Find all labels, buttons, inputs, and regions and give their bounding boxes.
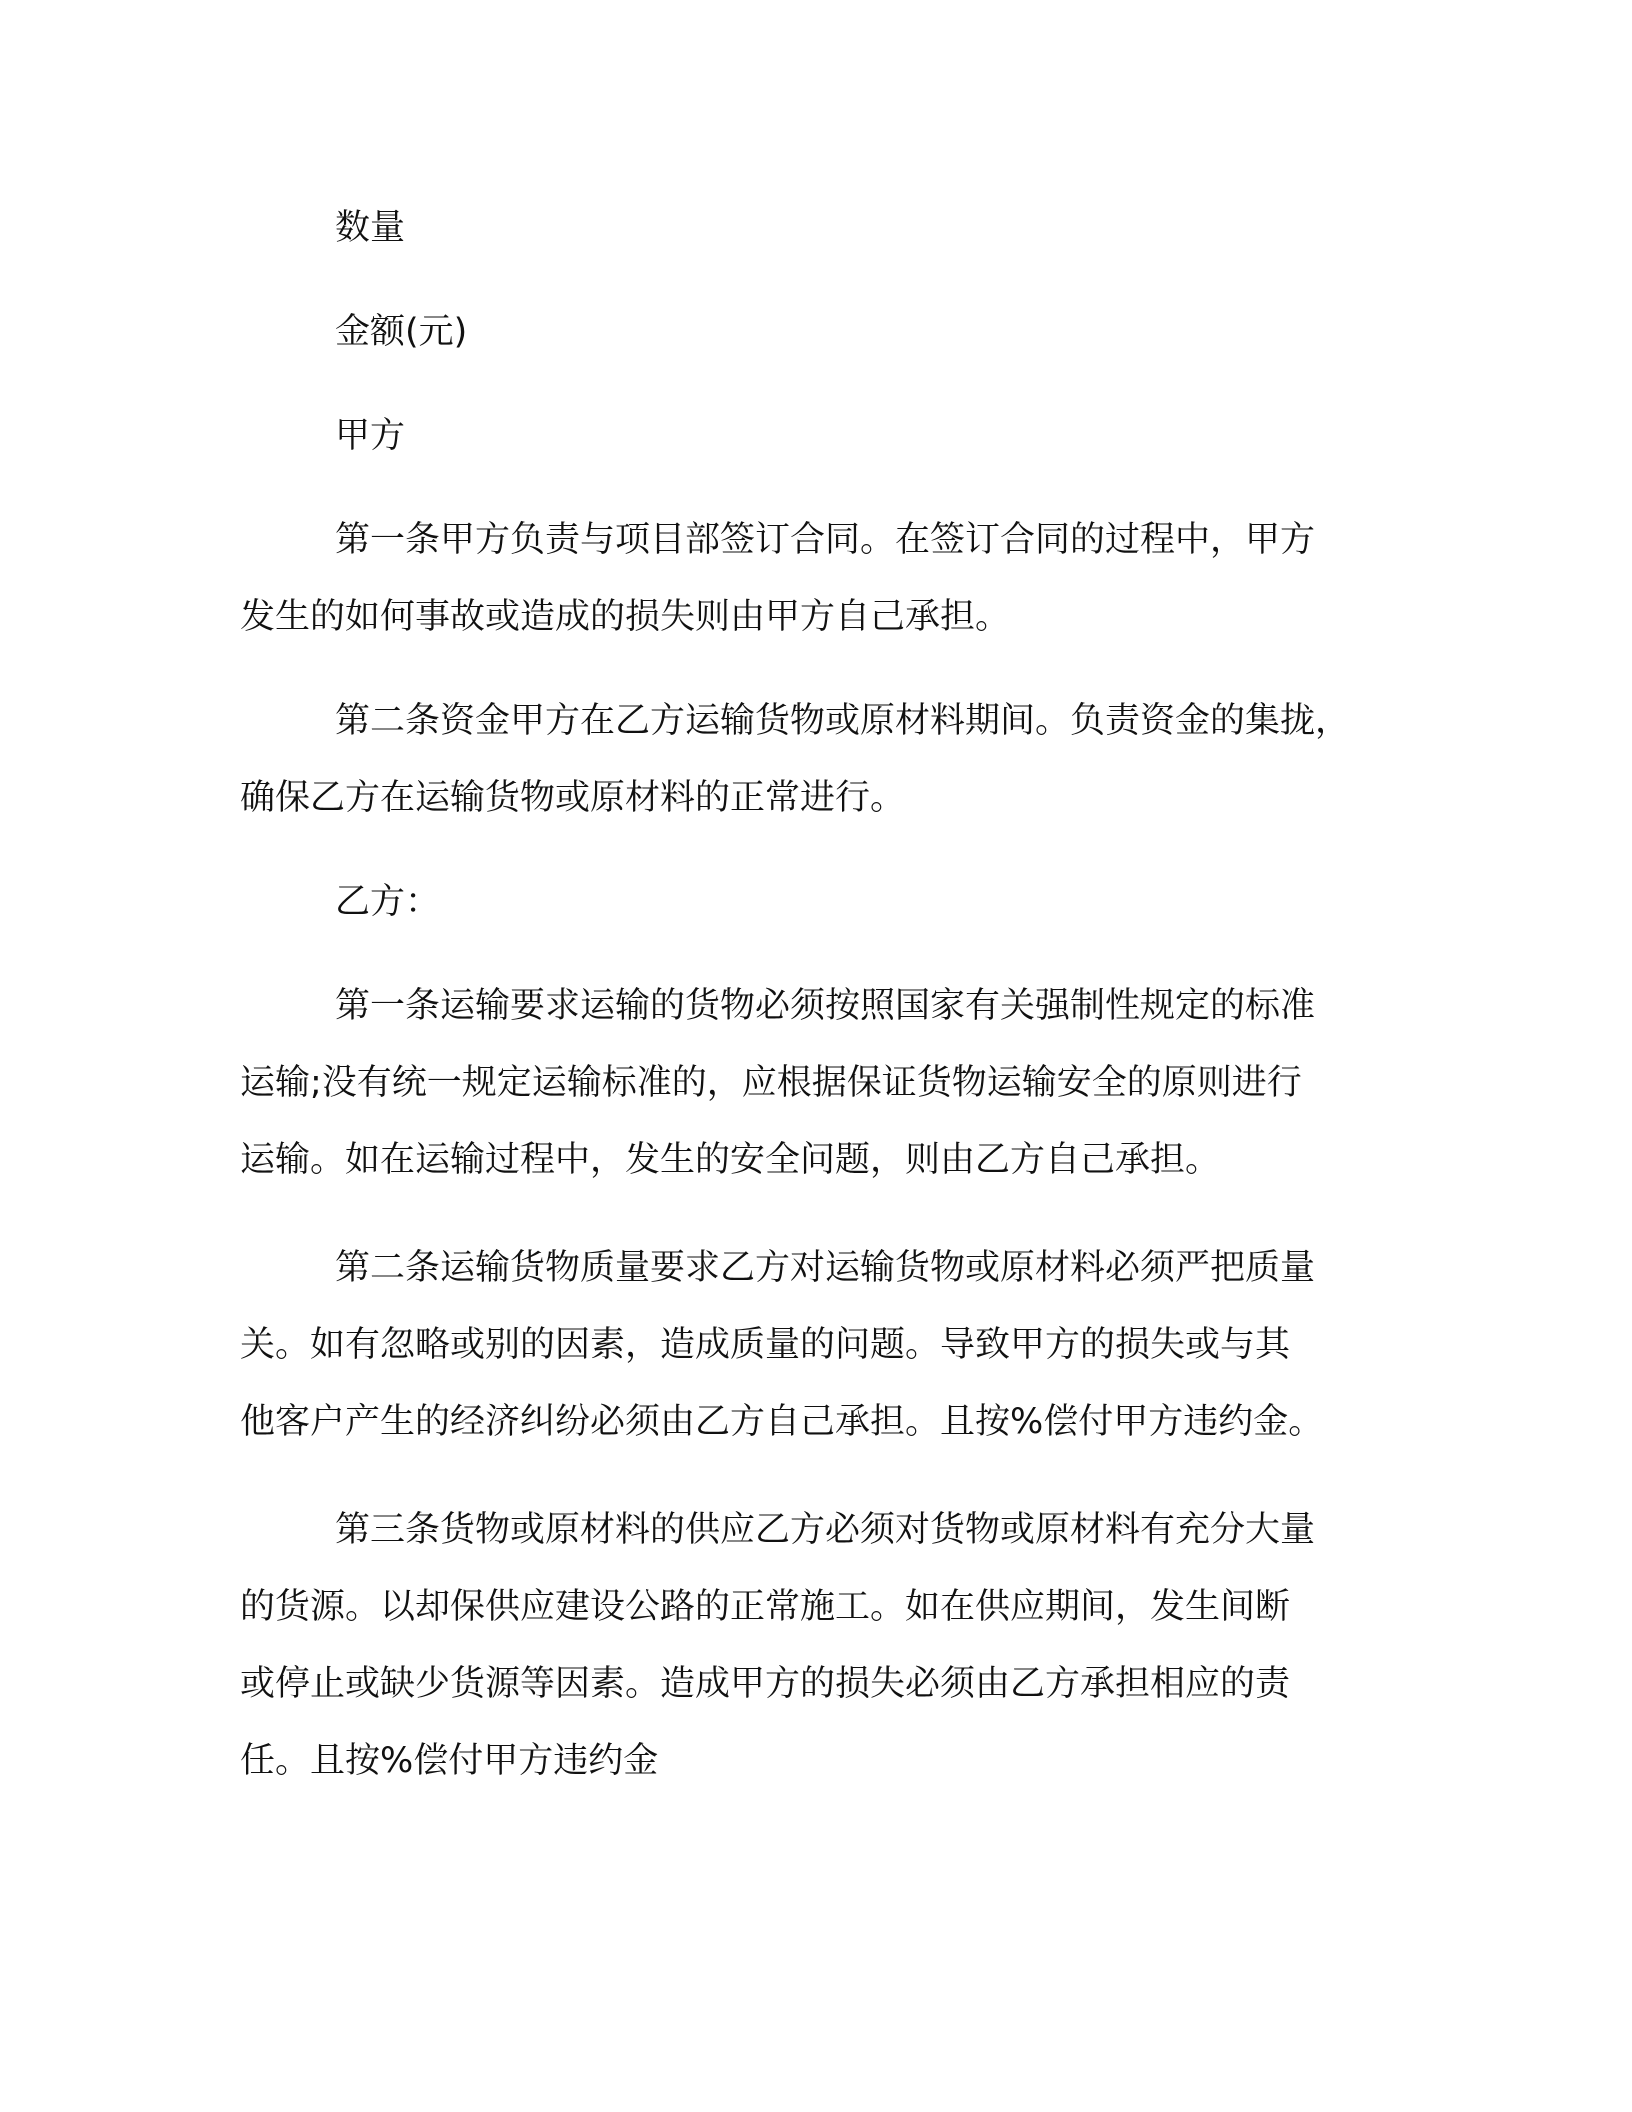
spacer <box>240 475 1380 502</box>
party-b-clause-3 <box>240 1492 1380 1800</box>
paragraph-line: 第一条甲方负责与项目部签订合同。在签订合同的过程中，甲方 <box>335 520 1316 560</box>
paragraph-line: 运输;没有统一规定运输标准的，应根据保证货物运输安全的原则进行 <box>240 1063 1302 1103</box>
label-amount: 金额(元) <box>335 312 468 352</box>
spacer <box>240 837 1380 864</box>
spacer <box>240 1199 1380 1230</box>
paragraph-line: 第三条货物或原材料的供应乙方必须对货物或原材料有充分大量 <box>335 1510 1316 1550</box>
label-party-b: 乙方： <box>335 882 441 922</box>
paragraph-line: 发生的如何事故或造成的损失则由甲方自己承担。 <box>240 597 1011 637</box>
party-a-clause-2 <box>240 683 1380 837</box>
paragraph-line: 他客户产生的经济纠纷必须由乙方自己承担。且按%偿付甲方违约金。 <box>240 1402 1324 1442</box>
paragraph-line: 任。且按%偿付甲方违约金 <box>240 1741 659 1781</box>
spacer <box>240 267 1380 294</box>
spacer <box>240 656 1380 683</box>
paragraph-line: 第二条运输货物质量要求乙方对运输货物或原材料必须严把质量 <box>335 1248 1316 1288</box>
party-b-clause-2 <box>240 1230 1380 1461</box>
label-party-a: 甲方 <box>335 416 406 456</box>
paragraph-line: 的货源。以却保供应建设公路的正常施工。如在供应期间，发生间断 <box>240 1587 1291 1627</box>
paragraph-line: 关。如有忽略或别的因素，造成质量的问题。导致甲方的损失或与其 <box>240 1325 1291 1365</box>
party-a-clause-1 <box>240 502 1380 656</box>
spacer <box>240 371 1380 398</box>
paragraph-line: 确保乙方在运输货物或原材料的正常进行。 <box>240 778 906 818</box>
paragraph-line: 运输。如在运输过程中，发生的安全问题，则由乙方自己承担。 <box>240 1140 1221 1180</box>
paragraph-line: 第一条运输要求运输的货物必须按照国家有关强制性规定的标准 <box>335 986 1316 1026</box>
party-b-clause-1 <box>240 968 1380 1199</box>
spacer <box>240 941 1380 968</box>
paragraph-line: 第二条资金甲方在乙方运输货物或原材料期间。负责资金的集拢， <box>335 701 1351 741</box>
document-body <box>240 190 1380 1800</box>
spacer <box>240 1461 1380 1492</box>
paragraph-line: 或停止或缺少货源等因素。造成甲方的损失必须由乙方承担相应的责 <box>240 1664 1291 1704</box>
label-quantity: 数量 <box>335 208 406 248</box>
